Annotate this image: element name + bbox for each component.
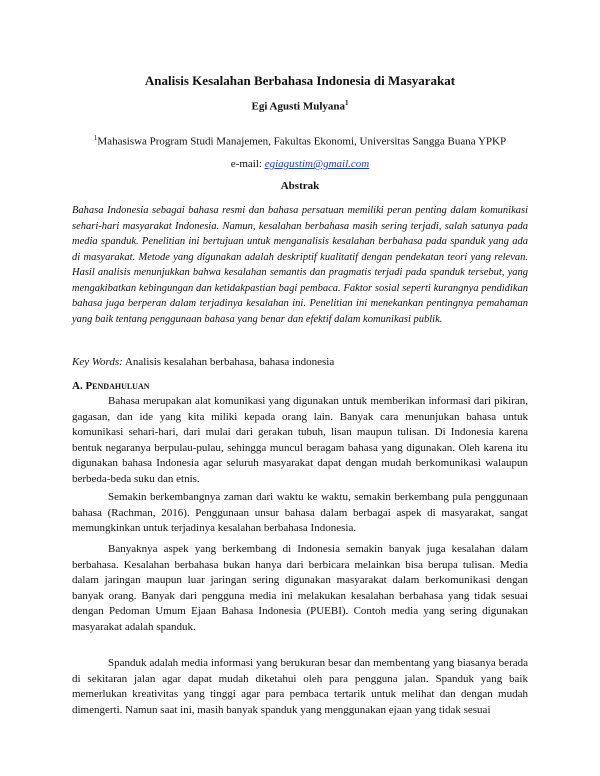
body-paragraph: Semakin berkembangnya zaman dari waktu ke waktu, semakin berkembang pula penggunaan bahasa (Rachman, 2016). Penggunaan unsur bahasa dalam berbagai aspek di masyarakat, sangat memungkinkan untuk terjadinya kesalahan berbahasa Indonesia. [72, 491, 528, 534]
section-title: Pendahuluan [85, 380, 150, 392]
author-line [0, 99, 600, 113]
email-line [0, 158, 600, 170]
paper-title: Analisis Kesalahan Berbahasa Indonesia di Masyarakat [144, 73, 456, 88]
author-name: Egi Agusti Mulyana [251, 100, 346, 113]
email-link[interactable]: egiagustim@gmail.com [264, 158, 370, 170]
body-paragraph: Spanduk adalah media informasi yang berukuran besar dan membentang yang biasanya berada di sekitaran jalan agar dapat mudah diketahui oleh para pengguna jalan. Spanduk yang baik memerlukan kreativitas yang tinggi agar para pembaca tertarik untuk melihat dan dengan mudah dimengerti. Namun saat ini, masih banyak spanduk yang menggunakan ejaan yang tidak sesuai [72, 657, 528, 716]
keywords-text: Analisis kesalahan berbahasa, bahasa indonesia [122, 356, 335, 368]
section-number: A. [72, 380, 86, 392]
email-label: e-mail: [230, 158, 265, 170]
body-paragraph: Bahasa merupakan alat komunikasi yang digunakan untuk memberikan informasi dari pikiran, gagasan, dan ide yang kita miliki kepada orang lain. Banyak cara menunjukan bahasa untuk komunikasi sehari-hari, dari mulai dari gerakan tubuh, lisan maupun tulisan. Di Indonesia karena bentuk negaranya berpulau-pulau, sehingga muncul beragam bahasa yang digunakan. Oleh karena itu digunakan bahasa Indonesia agar seluruh masyarakat dapat dengan mudah berkomunikasi walaupun berbeda-beda suku dan etnis. [72, 395, 528, 485]
author-superscript: 1 [345, 99, 349, 107]
keywords-label: Key Words: [72, 356, 123, 368]
affiliation-line [0, 134, 600, 148]
affiliation-superscript: 1 [93, 134, 98, 142]
section-heading [72, 380, 528, 392]
affiliation-text: Mahasiswa Program Studi Manajemen, Fakultas Ekonomi, Universitas Sangga Buana YPKP [97, 135, 507, 148]
keywords-line [72, 356, 528, 368]
body-paragraph: Banyaknya aspek yang berkembang di Indonesia semakin banyak juga kesalahan dalam berbahasa. Kesalahan berbahasa bukan hanya dari berbicara melainkan bisa berupa tulisan. Media dalam jaringan maupun luar jaringan sering digunakan masyarakat dalam berkomunikasi dengan banyak orang. Banyak dari pengguna media ini melakukan kesalahan berbahasa yang tidak sesuai dengan Pedoman Umum Ejaan Bahasa Indonesia (PUEBI). Contoh media yang sering digunakan masyarakat adalah spanduk. [72, 543, 528, 633]
abstract-text: Bahasa Indonesia sebagai bahasa resmi dan bahasa persatuan memiliki peran penting dalam komunikasi sehari-hari masyarakat Indonesia. Namun, kesalahan berbahasa masih sering terjadi, salah satunya pada media spanduk. Penelitian ini bertujuan untuk menganalisis kesalahan berbahasa pada spanduk yang ada di masyarakat. Metode yang digunakan adalah deskriptif kualitatif dengan pendekatan teori yang relevan. Hasil analisis menunjukkan bahwa kesalahan semantis dan pragmatis terjadi pada spanduk tersebut, yang mengakibatkan kebingungan dan ketidakpastian bagi pembaca. Faktor sosial seperti kurangnya pendidikan bahasa juga berperan dalam terjadinya kesalahan ini. Penelitian ini menekankan pentingnya pemahaman yang baik tentang penggunaan bahasa yang benar dan efektif dalam komunikasi publik. [72, 205, 528, 325]
abstract-heading: Abstrak [280, 180, 320, 192]
